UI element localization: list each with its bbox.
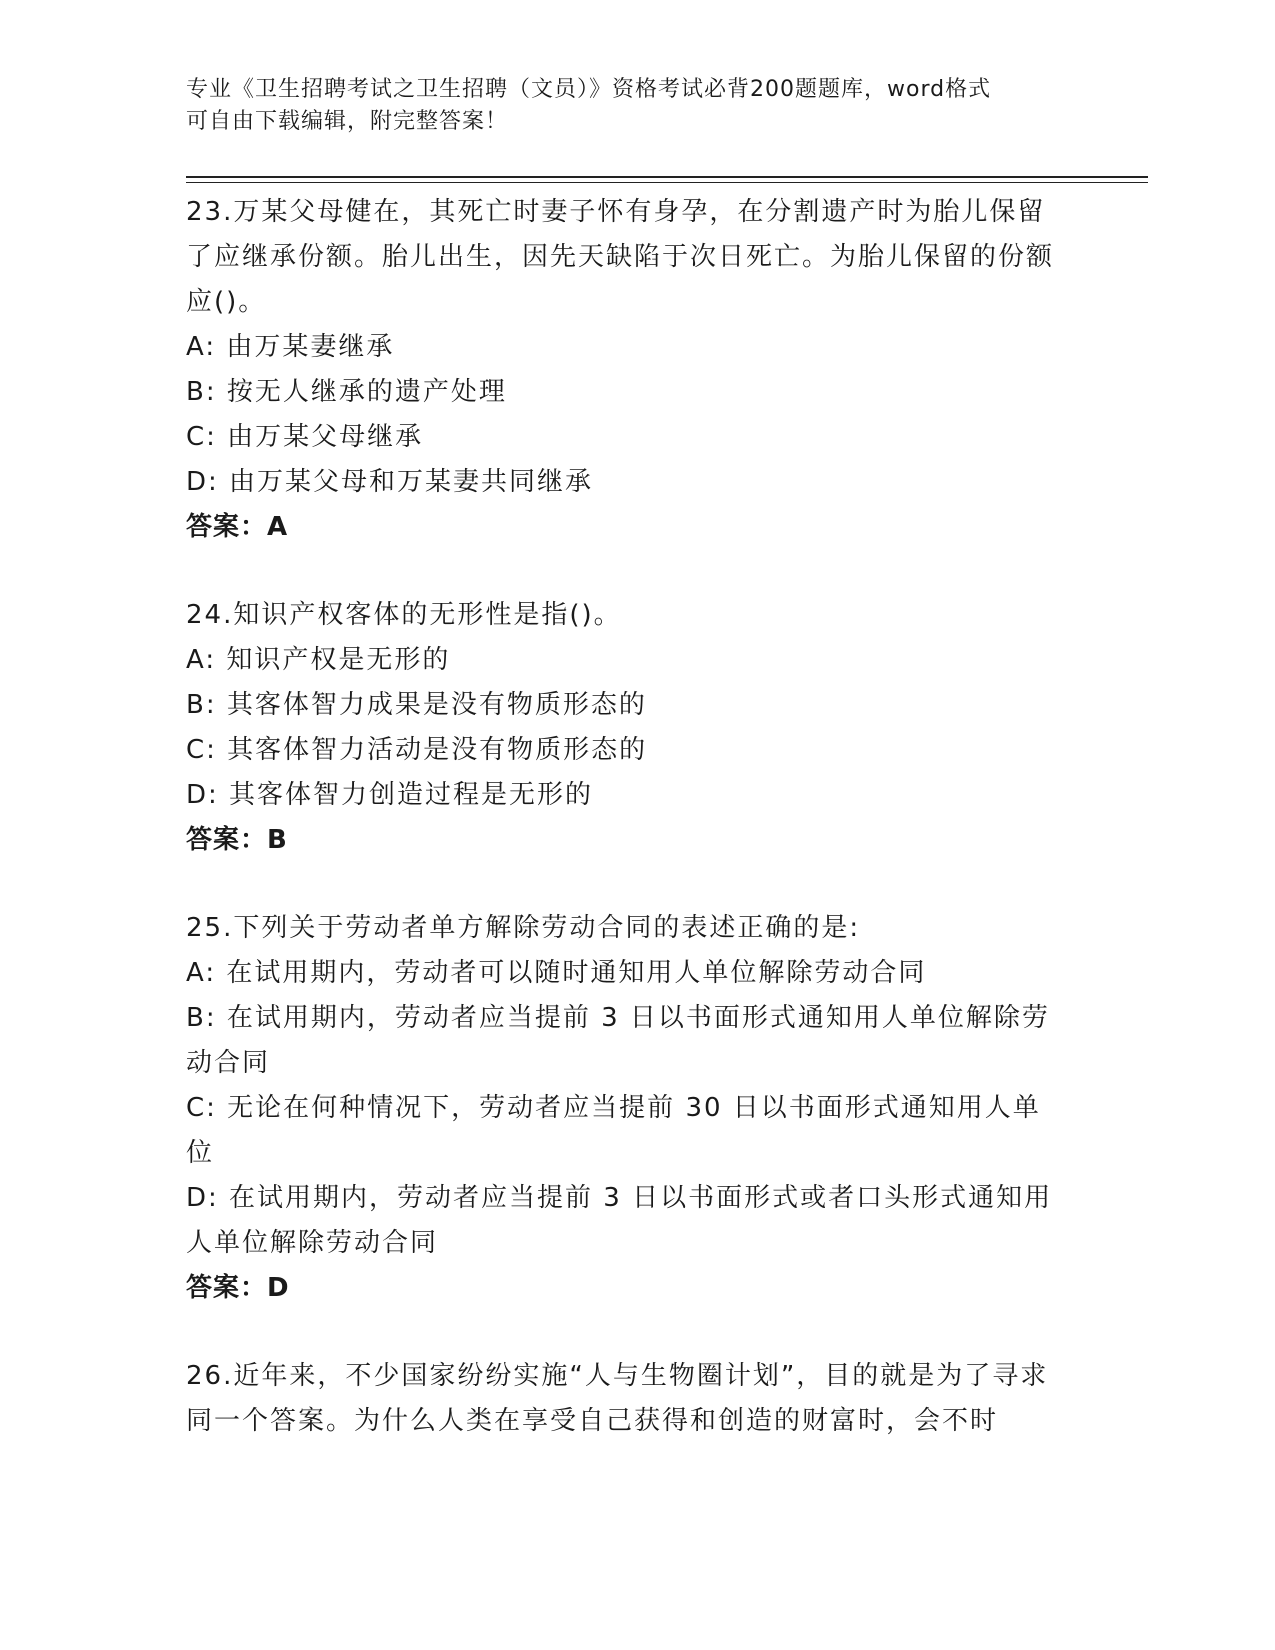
answer-label: 答案：	[186, 512, 268, 542]
answer-label: 答案：	[186, 825, 268, 855]
header-divider-thin	[186, 182, 1148, 183]
question-stem: 25.下列关于劳动者单方解除劳动合同的表述正确的是:	[186, 913, 861, 943]
answer-line	[186, 818, 1066, 863]
header-line-2: 可自由下载编辑，附完整答案！	[186, 109, 509, 134]
question-25	[186, 906, 1066, 1311]
option-c: C: 无论在何种情况下，劳动者应当提前 30 日以书面形式通知用人单位	[186, 1093, 1041, 1168]
question-list	[186, 190, 1066, 1444]
option-c: C: 其客体智力活动是没有物质形态的	[186, 735, 648, 765]
answer-value: A	[267, 512, 289, 542]
option-d: D: 其客体智力创造过程是无形的	[186, 780, 594, 810]
option-b: B: 其客体智力成果是没有物质形态的	[186, 690, 647, 720]
question-stem: 23.万某父母健在，其死亡时妻子怀有身孕，在分割遗产时为胎儿保留了应继承份额。胎儿出生，因先天缺陷于次日死亡。为胎儿保留的份额应()。	[186, 197, 1055, 317]
option-d: D: 由万某父母和万某妻共同继承	[186, 467, 594, 497]
question-26	[186, 1354, 1066, 1444]
option-b: B: 在试用期内，劳动者应当提前 3 日以书面形式通知用人单位解除劳动合同	[186, 1003, 1050, 1078]
question-stem: 26.近年来，不少国家纷纷实施“人与生物圈计划”，目的就是为了寻求同一个答案。为什么人类在享受自己获得和创造的财富时，会不时	[186, 1361, 1049, 1436]
document-header	[186, 74, 1066, 138]
question-23	[186, 190, 1066, 550]
answer-label: 答案：	[186, 1273, 268, 1303]
question-24	[186, 593, 1066, 863]
answer-value: B	[267, 825, 288, 855]
option-c: C: 由万某父母继承	[186, 422, 424, 452]
answer-value: D	[267, 1273, 290, 1303]
question-stem: 24.知识产权客体的无形性是指()。	[186, 600, 622, 630]
option-b: B: 按无人继承的遗产处理	[186, 377, 507, 407]
answer-line	[186, 1266, 1066, 1311]
header-line-1: 专业《卫生招聘考试之卫生招聘（文员）》资格考试必背200题题库，word格式	[186, 77, 992, 102]
option-a: A: 由万某妻继承	[186, 332, 395, 362]
option-a: A: 知识产权是无形的	[186, 645, 451, 675]
option-d: D: 在试用期内，劳动者应当提前 3 日以书面形式或者口头形式通知用人单位解除劳动合同	[186, 1183, 1053, 1258]
option-a: A: 在试用期内，劳动者可以随时通知用人单位解除劳动合同	[186, 958, 927, 988]
header-divider-thick	[186, 176, 1148, 178]
answer-line	[186, 505, 1066, 550]
